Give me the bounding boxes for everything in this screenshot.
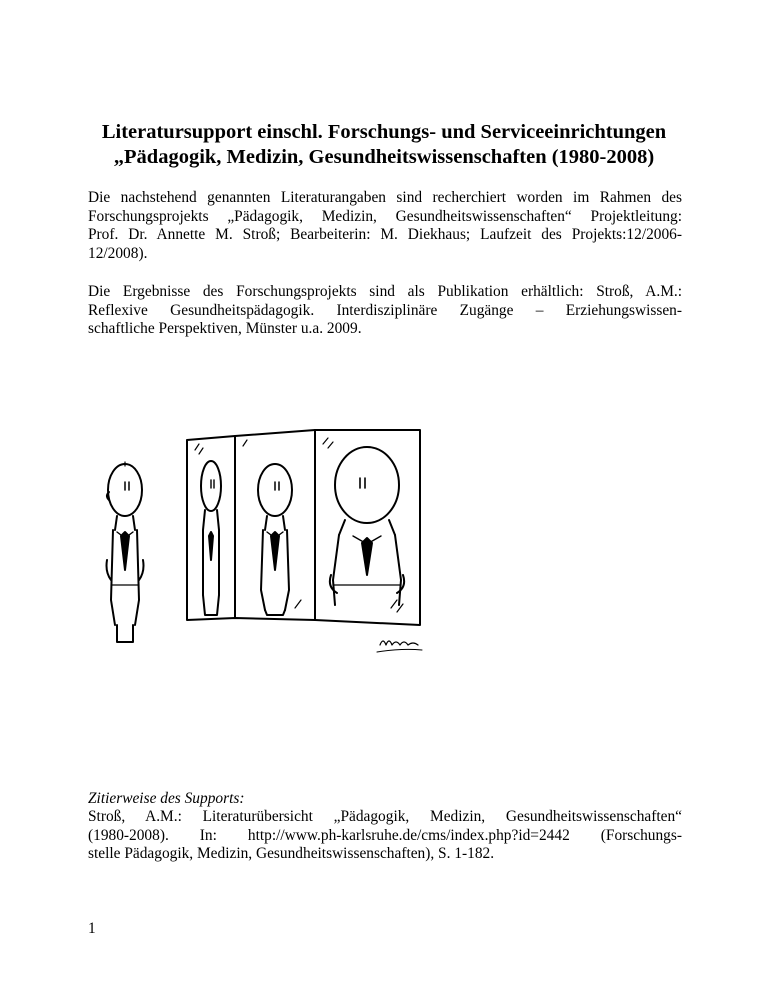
reflection-normal [258,464,292,615]
citation-paragraph [88,808,682,864]
mirror-frame [187,430,420,625]
title-line-1: Literatursupport einschl. Forschungs- und Serviceeinrichtungen [101,121,667,143]
signature-underline [377,649,422,652]
intro-line-2: Forschungsprojekts „Pädagogik, Medizin, Gesundheitswissenschaften“ Projektleitung: [88,207,682,225]
citation-heading: Zitierweise des Supports: [88,790,245,807]
intro-line-3: Prof. Dr. Annette M. Stroß; Bearbeiterin: M. Diekhaus; Laufzeit des Projekts:12/2006- [88,226,682,244]
page-number: 1 [88,920,96,937]
intro-line-4: 12/2008). [88,244,148,262]
reflection-thin [201,461,221,615]
results-line-1: Die Ergebnisse des Forschungsprojekts sind als Publikation erhältlich: Stroß, A.M.: [88,283,682,300]
mirror-cartoon-illustration [95,410,425,660]
citation-line-1: Stroß, A.M.: Literaturübersicht „Pädagogik, Medizin, Gesundheitswissenschaften“ [88,808,682,825]
results-line-3: schaftliche Perspektiven, Münster u.a. 2009. [88,320,362,338]
intro-line-1: Die nachstehend genannten Literaturangaben sind recherchiert worden im Rahmen des [88,189,682,206]
citation-line-3: stelle Pädagogik, Medizin, Gesundheitswissenschaften), S. 1-182. [88,845,495,863]
results-line-2: Reflexive Gesundheitspädagogik. Interdisziplinäre Zugänge – Erziehungswissen- [88,301,682,319]
title-line-2: „Pädagogik, Medizin, Gesundheitswissenschaften (1980-2008) [113,146,655,168]
citation-line-2: (1980-2008). In: http://www.ph-karlsruhe.de/cms/index.php?id=2442 (Forschungs- [88,826,682,844]
results-paragraph [88,283,682,339]
man-figure [107,462,144,642]
intro-paragraph [88,189,682,263]
document-title [60,120,708,170]
artist-signature [380,641,418,645]
reflection-wide [330,447,404,605]
